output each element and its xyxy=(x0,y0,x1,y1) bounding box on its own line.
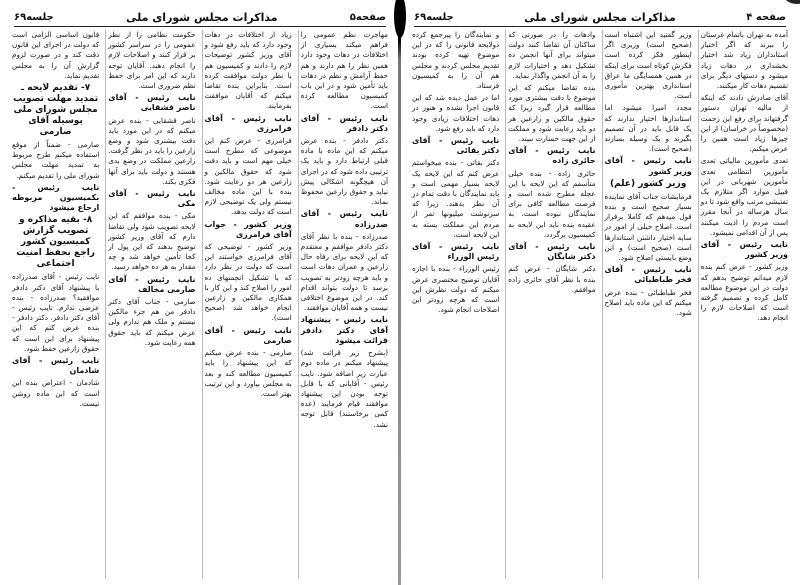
paragraph: (بشرح زیر قرائت شد) پیشنهاد میکنم در ماده دوم عبارت زیر اضافه شود. نایب رئیس - آقایانی که با قابل توجه بودن این پیشنهاد موافقند قیام فرمایند (عده کمی برخاستند) قابل توجه نشد. xyxy=(300,348,388,429)
speaker-line: نایب رئیس - بکمیسیون مربوطه ارجاع میشود xyxy=(12,182,100,213)
paragraph: اما در عمل دیده شد که این قانون اجرا نشده و هنوز در دهات اختلافات زیادی وجود دارد که باید رفع شود. xyxy=(412,93,500,133)
speaker-line: نایب رئیس - آقای صدرزاده xyxy=(300,209,388,229)
speaker-line: نایب رئیس - آقای ناصر قشقایی xyxy=(108,93,196,113)
page-number: صفحه ۴ xyxy=(746,11,786,23)
text-column xyxy=(298,30,390,579)
paragraph: وزیر کشور - عرض کنم بنده لازم میدانم توضیح بدهم که دولت در این موضوع مطالعه کامل کرده و تصمیم گرفته است که اصلاحات لازم را انجام دهد. xyxy=(700,262,788,323)
speaker-line: نایب رئیس - آقای رئیس الوزراء xyxy=(412,242,500,262)
paragraph: دکتر دادفر - بنده عرض میکنم که این ماده با ماده قبلی ارتباط دارد و باید یک ترتیبی داده شود که در اجرای آن هیچگونه اشکالی پیش نیاید و حقوق زارعین محفوظ بماند. xyxy=(300,136,388,207)
paragraph: مهاجرت نظم عمومی را فراهم میکند بسیاری از اختلافات در دهات وجود دارد همین نظر را هم دارند و هم حفظ آرامش و نظم در دهات باید تأمین شود و در این باب کمیسیون مطالعه کرده است. xyxy=(300,30,388,111)
paragraph: وزیر کشور - توضیحی که آقای فرامرزی خواستند این است که دولت در نظر دارد که با تشکیل انجمنهای ده امور را اصلاح کند و این کار با همکاری مالکین و زارعین انجام خواهد شد (صحیح است). xyxy=(204,242,292,323)
page-header xyxy=(14,8,386,27)
paragraph: قانون اساسی الزامی است که دولت در اجرای این قانون دقت کند و در صورت لزوم گزارش آن را به مجلس تقدیم نماید. xyxy=(12,30,100,80)
speaker-line: نایب رئیس - آقای دکتر دادفر xyxy=(300,113,388,133)
paragraph: فخر طباطبائی - بنده عرض میکنم که این ماده باید اصلاح شود. xyxy=(604,287,692,318)
text-columns xyxy=(410,30,790,579)
paragraph: نایب رئیس - آقای صدرزاده با پیشنهاد آقای دکتر دادفر موافقید؟ صدرزاده - بنده عرضی ندارم. نایب رئیس - آقای دکتر دادفر. دکتر دادفر - بنده عرض کنم که این پیشنهاد برای این است که حقوق زارعین حفظ شود. xyxy=(12,272,100,353)
text-column xyxy=(10,30,101,579)
paragraph: زیاد از اختلافات در دهات وجود دارد که باید رفع شود و آقای وزیر کشور توضیحات لازم را دادند و کمیسیون هم با نظر دولت موافقت کرده است. بنابراین بنده تقاضا میکنم که آقایان موافقت بفرمایند. xyxy=(204,30,292,111)
paragraph: مکی - بنده موافقم که این لایحه تصویب شود ولی تقاضا دارم که آقای وزیر کشور توضیح بدهند که این پول از کجا تأمین خواهد شد و چه مقدار به هر ده خواهد رسید. xyxy=(108,211,196,272)
paragraph: دکتر شایگان - عرض کنم بنده با نظر آقای حائری زاده موافقم. xyxy=(508,264,596,294)
paragraph: بنده تقاضا میکنم که این موضوع با دقت بیشتری مورد مطالعه قرار گیرد زیرا که حقوق مالکین و زارعین هر دو باید رعایت شود و مملکت از این جهت خسارت نبیند. xyxy=(508,83,596,144)
paragraph: رئیس الوزراء - بنده با اجازه آقایان توضیح مختصری عرض میکنم که دولت نظرش این است که هرچه زودتر این اصلاحات انجام شود. xyxy=(412,264,500,315)
page-binding-gutter xyxy=(398,0,401,585)
paragraph: آمده به تهران باتمام غرستان را ببرند که اگر اختیار استانداران زیاد شد اختیار بخشداری در دهات زیاد میشود و دستهای دیگر برای تقسیم دهات کار میکنند. xyxy=(700,30,788,91)
speaker-line: نایب رئیس - آقای وزیر کشور xyxy=(700,240,788,260)
paragraph: صارمی - ضمناً از موقع استفاده میکنم طرح مربوط به تمدید مهلت مجلس شورای ملی را تقدیم میکنم. xyxy=(12,140,100,180)
speaker-line: نایب رئیس - آقای مکی xyxy=(108,189,196,209)
paragraph: شادمان - اعتراض بنده این است که این ماده روشن نیست. xyxy=(12,378,100,408)
paragraph: و نمایندگان را پیرجمع کرده دولایحه قانونی را که در این موضوع تهیه کرده بودند تقدیم مجلس کردند و مجلس هم آن را به کمیسیون فرستاد. xyxy=(412,30,500,91)
paragraph: صارمی - جناب آقای دکتر دادفر من هم جزء مالکین نیستم و ملک هم ندارم ولی عرض میکنم که باید حقوق همه رعایت شود. xyxy=(108,297,196,347)
page-number: صفحه۵ xyxy=(349,11,386,23)
paragraph: وزیر گفتید این اشتباه است (صحیح است) وزیری اگر اینطور فکر کرده است فکرش کوتاه است برای اینکه در همین همسایگی ما عراق استانداری بهترین مأموری است. xyxy=(604,30,692,101)
speaker-line: نایب رئیس - آقای شادمان xyxy=(12,356,100,376)
text-column xyxy=(202,30,294,579)
speaker-line: وزیر کشور - جواب آقای فرامرزی xyxy=(204,219,292,239)
speaker-line: نایب رئیس - آقای دکتر شایگان xyxy=(508,242,596,262)
text-column xyxy=(602,30,694,579)
right-page xyxy=(400,0,800,585)
speaker-line: نایب رئیس - آقای فخر طباطبائی xyxy=(604,265,692,285)
text-column xyxy=(505,30,597,579)
section-heading: ۷- تقدیم لایحه ـ تمدید مهلت تصویب مجلس شورای ملی بوسیله آقای صارمی xyxy=(13,83,99,138)
speaker-line: نایب رئیس - آقای فرامرزی xyxy=(204,113,292,133)
text-column xyxy=(410,30,501,579)
section-heading: وزیر کشور (علم) xyxy=(609,178,687,189)
speaker-line: نایب رئیس - آقای وزیر کشور xyxy=(604,156,692,176)
paragraph: صارمی - بنده عرض میکنم که این پیشنهاد را باید کمیسیون مطالعه کند و بعد به مجلس بیاورد و این ترتیب بهتر است. xyxy=(204,348,292,398)
text-column xyxy=(698,30,790,579)
speaker-line: نایب رئیس - آقای صارمی مخالف xyxy=(108,274,196,294)
paragraph: فرامرزی - عرض کنم این موضوعی که مطرح است خیلی مهم است و باید دقت شود که حقوق مالکین و زارعین هر دو رعایت شود. بنده با این ماده مخالف نیستم ولی یک توضیحی لازم است که دولت بدهد. xyxy=(204,136,292,217)
text-columns xyxy=(10,30,390,579)
section-heading: ۸- بقیه مذاکره و تصویب گزارش کمیسیون کشور راجع بحفظ امنیت اجتماعی xyxy=(16,215,95,270)
publication-title: مذاکرات مجلس شورای ملی xyxy=(125,10,278,24)
publication-title: مذاکرات مجلس شورای ملی xyxy=(524,10,676,24)
paragraph: وادهات را در صورتی که ساکنان آن تقاضا کنند دولت میتواند برای آنها انجمن ده تشکیل دهد و اختیارات لازم را به آن انجمن واگذار نماید. xyxy=(508,30,596,80)
paragraph: تعدی مأمورین مالیاتی تعدی مأمورین انتظامی تعدی مأمورین شهربانی در این قبیل موارد اگر متلازم یک تفتیشی مرتب واقع شود تا دو سال هرساله در آنجا مقرر است مردم را اذیت میکنند پس از آن اقدامی نمیشود. xyxy=(700,156,788,237)
paragraph: صدرزاده - بنده با نظر آقای دکتر دادفر موافقم و معتقدم که این لایحه برای رفاه حال زارعین و عمران دهات است و باید هرچه زودتر به تصویب برسد تا دولت بتواند اقدام کند. در این موضوع اختلافی نیست و همه آقایان موافقند. xyxy=(300,231,388,313)
page-header xyxy=(414,8,786,27)
speaker-line: نایب رئیس - آقای حائری زاده xyxy=(508,146,596,166)
paragraph: دکتر بقائی - بنده میخواستم عرض کنم که این لایحه یک لایحه بسیار مهمی است و باید نمایندگان با دقت تمام در آن نظر بدهند. زیرا که سرنوشت میلیونها نفر از مردم این مملکت بسته به این لایحه است. xyxy=(412,158,500,239)
speaker-line: نایب رئیس - آقای صارمی xyxy=(204,325,292,345)
speaker-line: نایب رئیس - آقای دکتر بقائی xyxy=(412,136,500,156)
text-column xyxy=(105,30,197,579)
session-number: جلسه۶۹ xyxy=(14,11,54,23)
paragraph: ناصر قشقایی - بنده عرض میکنم که در این مورد باید دقت بیشتری شود و وضع زارعین را باید در نظر گرفت. زارعین مملکت در وضع بدی هستند و دولت باید برای آنها فکری بکند. xyxy=(108,115,196,186)
paragraph: حکومت نظامی را از نظر عمومی را در سراسر کشور بر قرار کنند و اصلاحات لازم را انجام دهند. آقایان توجه دارند که این امر برای حفظ نظم ضروری است. xyxy=(108,30,196,91)
paragraph: مجدد امیرا میشود اما استاندارها اختیار ندارند که یک قابل باید در آن تصمیم بگیرند و یک وسیله بسازند (صحیح است). xyxy=(604,103,692,154)
paragraph: آقای صادرش دادند که اینکه از مالیه تهران دستور گرفتهاند برای رفع این زحمت (مخصوصاً در خراسان) از این چیزها زیاد است همین را عرض میکنم. xyxy=(700,93,788,154)
session-number: جلسه۶۹ xyxy=(414,11,454,23)
paragraph: حائری زاده - بنده خیلی متأسفم که این لایحه با این عجله مطرح شده است و فرصت مطالعه کافی برای نمایندگان نبوده است. به عقیده بنده باید این لایحه به کمیسیون برگردد. xyxy=(508,168,596,239)
speaker-line: نایب رئیس - پیشنهاد آقای دکتر دادفر قرائت میشود xyxy=(300,315,388,345)
paragraph: فرمایشات جناب آقای نماینده بسیار صحیح است و بنده قول میدهم که کاملا برقرار است. اصلاح خیلی از امور در سایه اختیار داشتن استاندارها است (صحیح است) و این وضع بایستی اصلاح شود. xyxy=(604,191,692,263)
